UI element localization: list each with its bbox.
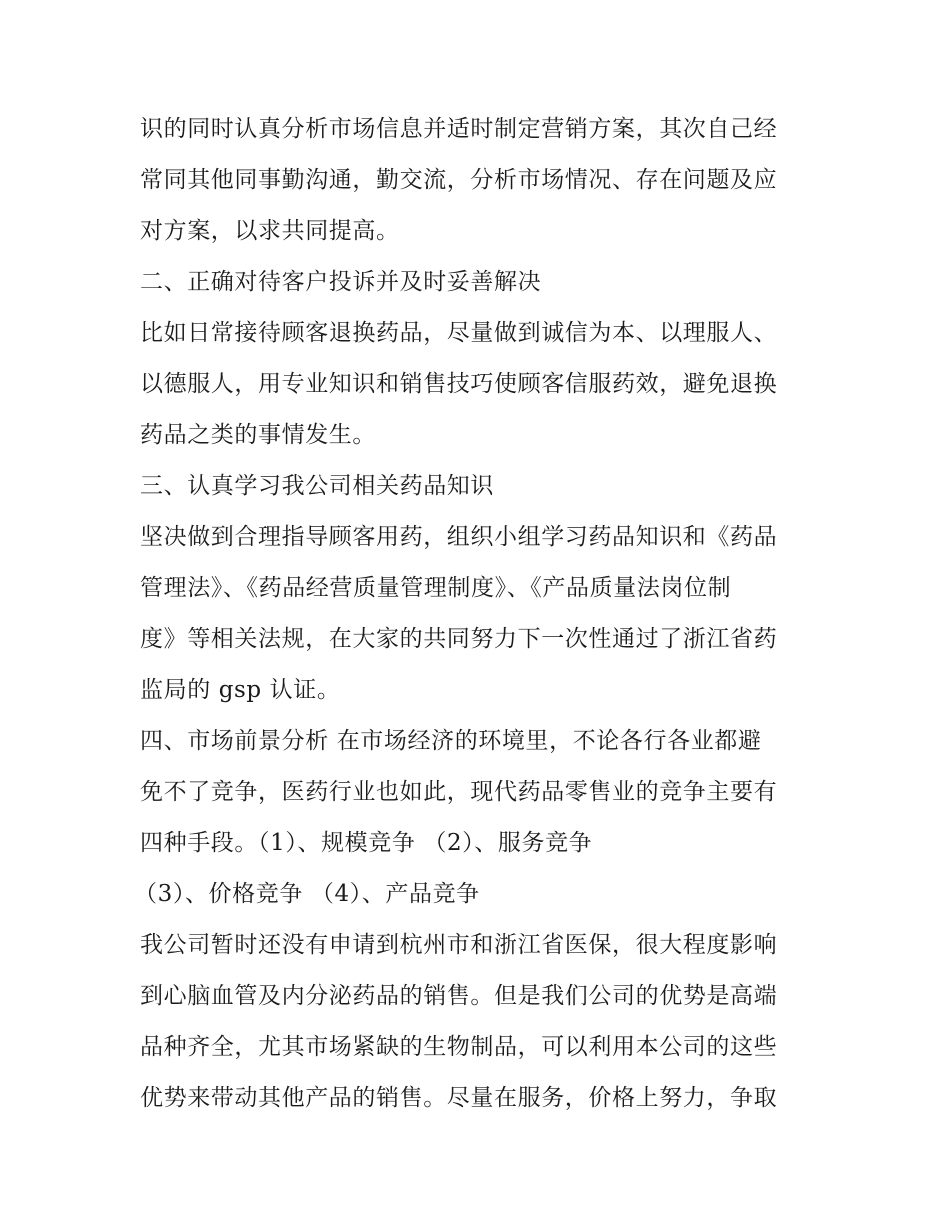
section-heading: 四、市场前景分析 在市场经济的环境里，不论各行各业都避 (140, 728, 762, 754)
text-line: 到心脑血管及内分泌药品的销售。但是我们公司的优势是高端 (140, 983, 778, 1009)
text-line: 识的同时认真分析市场信息并适时制定营销方案，其次自己经 (140, 116, 778, 142)
text-line: 度》等相关法规，在大家的共同努力下一次性通过了浙江省药 (140, 626, 778, 652)
document-body (134, 104, 830, 1124)
text-line: 对方案，以求共同提高。 (140, 218, 400, 244)
text-line: 管理法》、《药品经营质量管理制度》、《产品质量法岗位制 (140, 575, 732, 601)
text-line: 监局的 gsp 认证。 (140, 677, 341, 703)
text-line: （3）、价格竞争 （4）、产品竞争 (134, 881, 480, 907)
text-line: 品种齐全，尤其市场紧缺的生物制品，可以利用本公司的这些 (140, 1034, 778, 1060)
text-line: 坚决做到合理指导顾客用药，组织小组学习药品知识和《药品 (140, 524, 778, 550)
section-heading: 三、认真学习我公司相关药品知识 (140, 473, 494, 499)
text-line: 免不了竞争，医药行业也如此，现代药品零售业的竞争主要有 (140, 779, 778, 805)
text-line: 我公司暂时还没有申请到杭州市和浙江省医保，很大程度影响 (140, 932, 778, 958)
text-line: 优势来带动其他产品的销售。尽量在服务，价格上努力，争取 (140, 1085, 778, 1111)
text-line: 药品之类的事情发生。 (140, 422, 376, 448)
text-line: 四种手段。（1）、规模竞争 （2）、服务竞争 (140, 830, 593, 856)
text-line: 以德服人，用专业知识和销售技巧使顾客信服药效，避免退换 (140, 371, 778, 397)
text-line: 常同其他同事勤沟通，勤交流，分析市场情况、存在问题及应 (140, 167, 778, 193)
section-heading: 二、正确对待客户投诉并及时妥善解决 (140, 269, 542, 295)
text-line: 比如日常接待顾客退换药品，尽量做到诚信为本、以理服人、 (140, 320, 778, 346)
